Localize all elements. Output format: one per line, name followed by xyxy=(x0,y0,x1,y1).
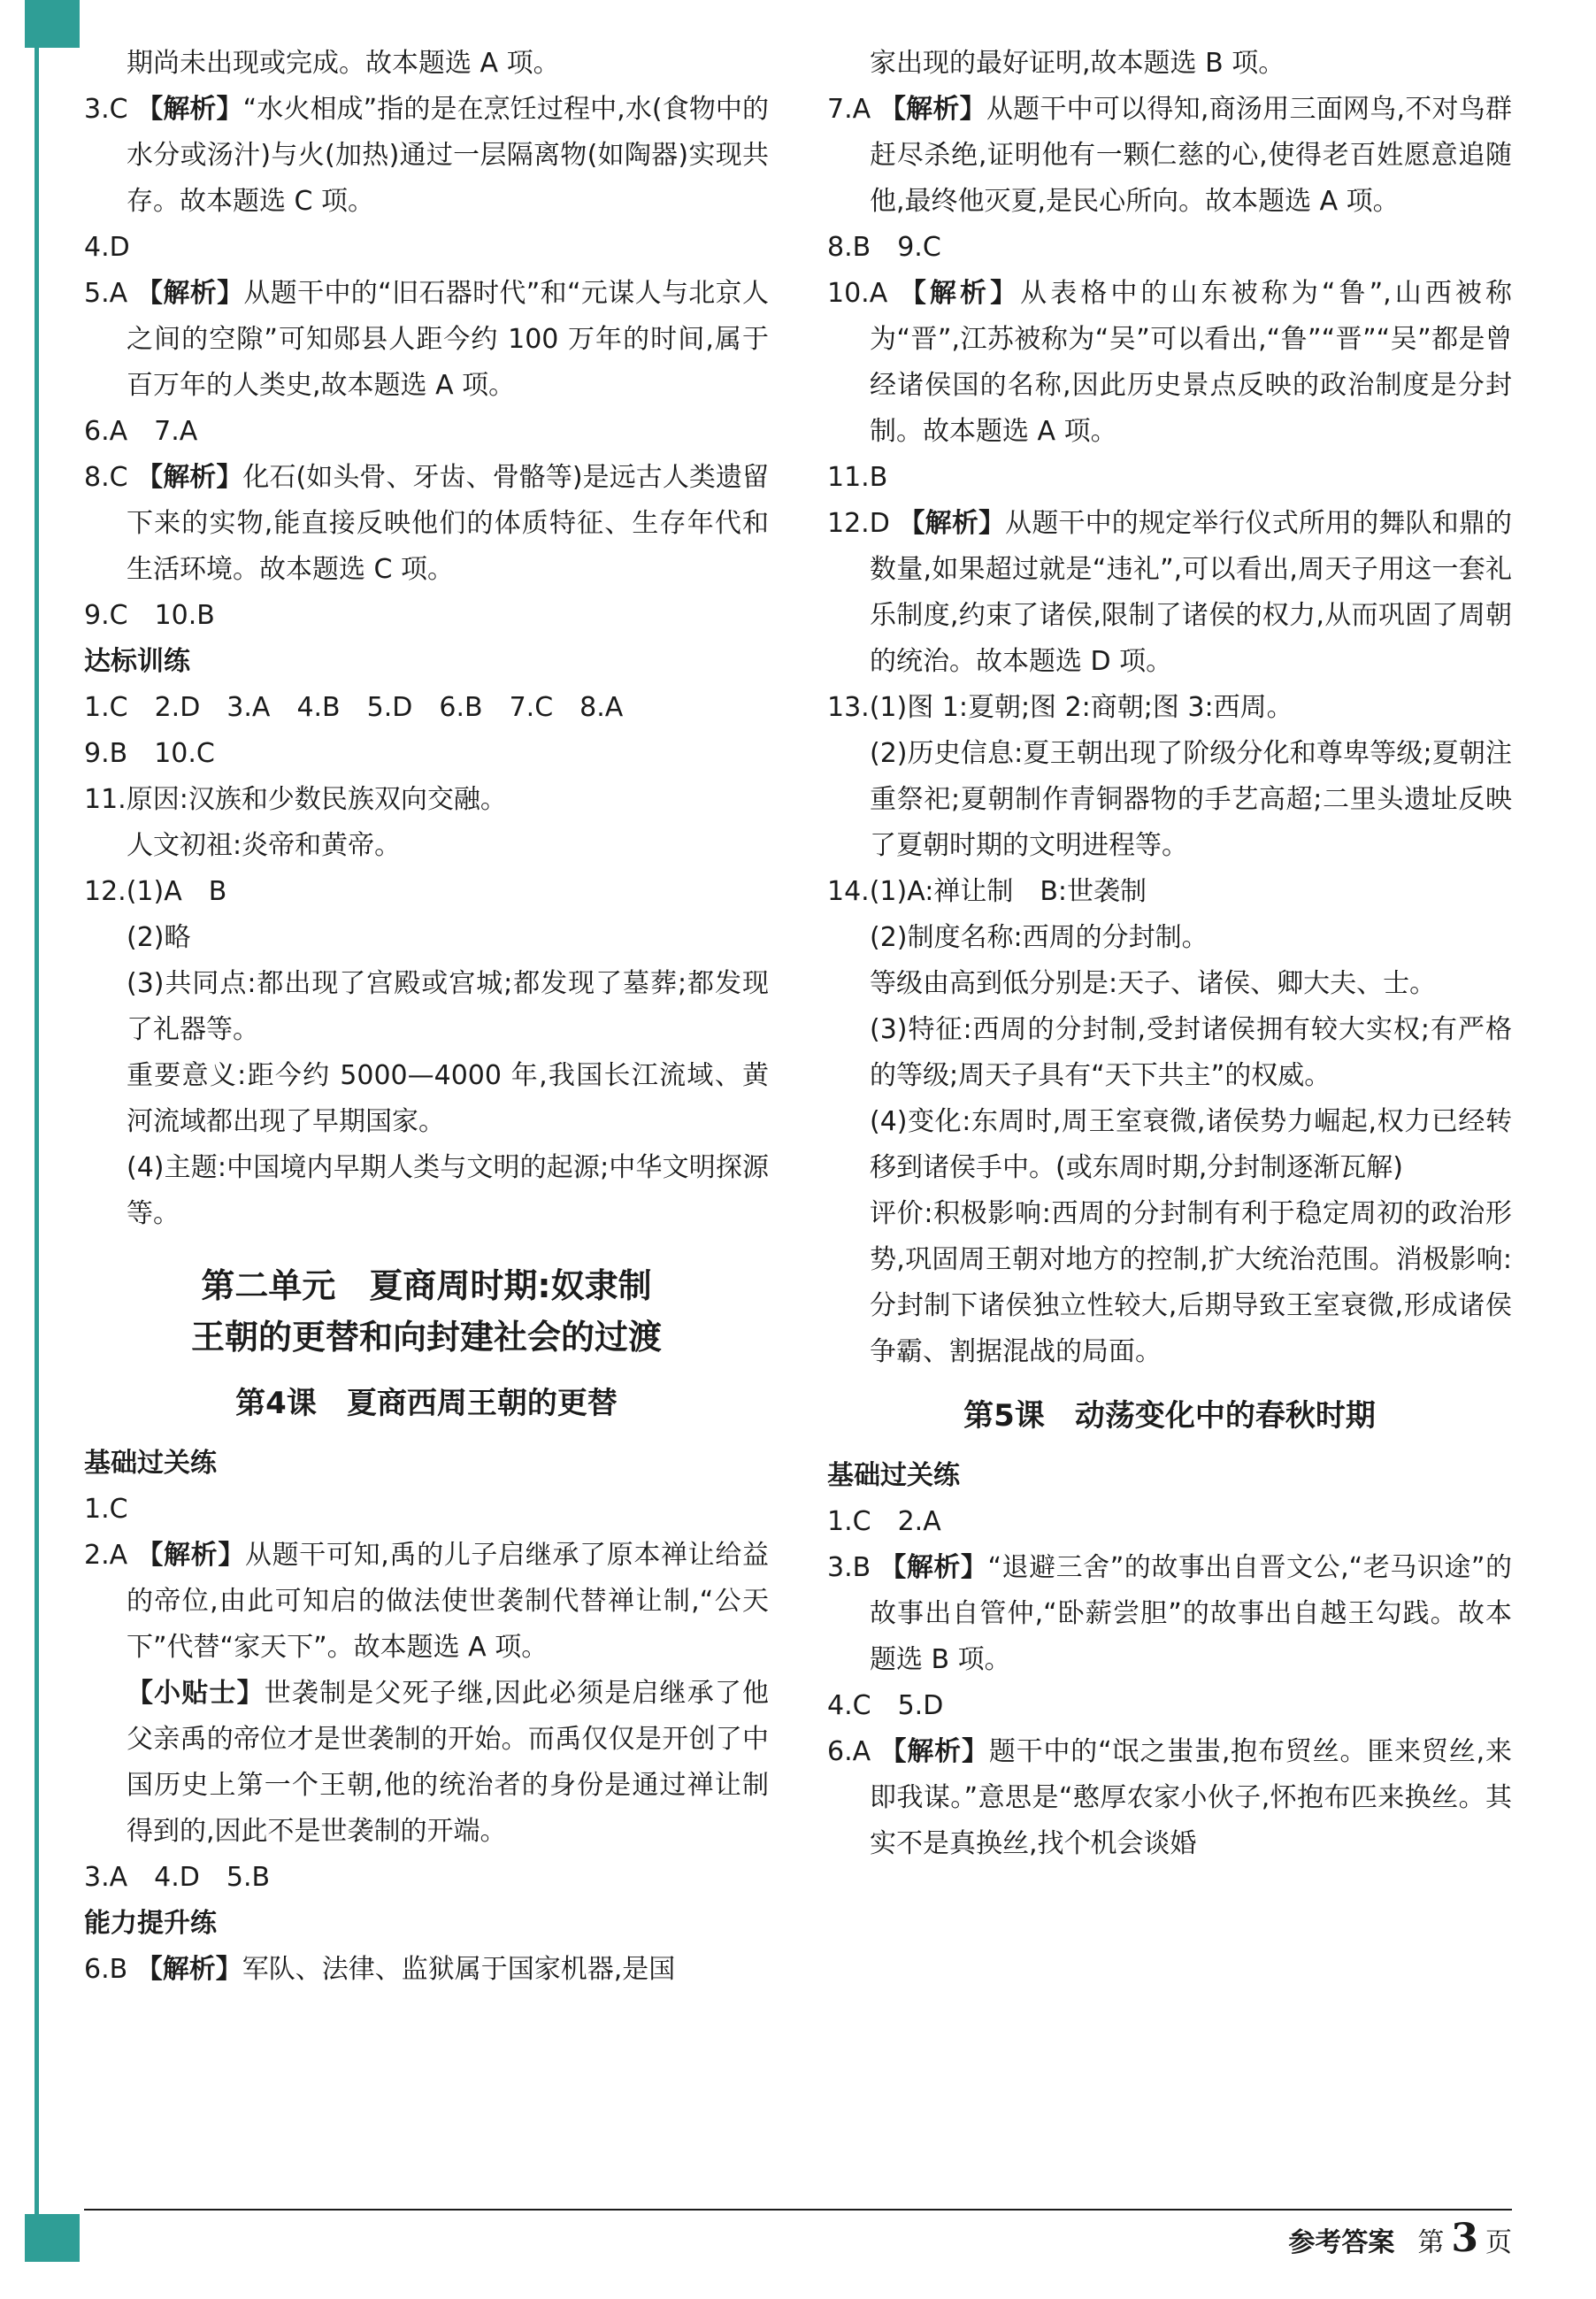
answer-text: (1)A B xyxy=(126,876,227,907)
answer-item xyxy=(84,87,769,225)
answer-text: “退避三舍”的故事出自晋文公,“老马识途”的故事出自管仲,“卧薪尝胆”的故事出自越王勾践。故本题选 B 项。 xyxy=(870,1552,1512,1675)
answer-text: 人文初祖:炎帝和黄帝。 xyxy=(127,830,402,861)
answer-text: “水火相成”指的是在烹饪过程中,水(食物中的水分或汤汁)与火(加热)通过一层隔离物(如陶器)实现共存。故本题选 C 项。 xyxy=(127,94,770,217)
answer-text: 9.B 10.C xyxy=(84,738,215,769)
answer-item xyxy=(84,225,769,271)
analysis-tag: 【解析】 xyxy=(136,462,243,493)
unit-heading-line1: 第二单元 夏商周时期:奴隶制 xyxy=(201,1266,652,1305)
sub-answer xyxy=(827,1191,1512,1375)
answer-text: (4)变化:东周时,周王室衰微,诸侯势力崛起,权力已经转移到诸侯手中。(或东周时期,分封制逐渐瓦解) xyxy=(870,1106,1512,1183)
answer-label: 10.A xyxy=(827,278,900,309)
footer-title: 参考答案 xyxy=(1288,2227,1395,2258)
answer-text: 期尚未出现或完成。故本题选 A 项。 xyxy=(127,48,560,79)
answer-text: (3)共同点:都出现了宫殿或宫城;都发现了墓葬;都发现了礼器等。 xyxy=(127,968,769,1045)
answer-item xyxy=(84,455,769,593)
sub-answer xyxy=(827,961,1512,1007)
footer-divider xyxy=(84,2209,1512,2211)
answer-item xyxy=(827,869,1512,915)
answer-label: 11.B xyxy=(827,462,888,493)
answer-item xyxy=(827,685,1512,731)
answer-item xyxy=(84,869,769,915)
answer-item xyxy=(827,455,1512,501)
analysis-tag: 【解析】 xyxy=(899,278,1021,309)
answer-label: 13. xyxy=(827,692,870,723)
page-footer xyxy=(84,2216,1512,2261)
continued-answer-text xyxy=(827,41,1512,87)
sub-answer xyxy=(827,731,1512,869)
answer-text: 1.C 2.A xyxy=(827,1506,941,1537)
lesson-heading-lesson5: 第5课 动荡变化中的春秋时期 xyxy=(963,1398,1376,1434)
answer-label: 4.D xyxy=(84,232,130,263)
sub-answer xyxy=(827,915,1512,961)
page-number: 3 xyxy=(1451,2216,1478,2261)
answer-text: (2)历史信息:夏王朝出现了阶级分化和尊卑等级;夏朝注重祭祀;夏朝制作青铜器物的手艺高超;二里头遗址反映了夏朝时期的文明进程等。 xyxy=(870,738,1512,861)
answer-row xyxy=(827,1499,1512,1545)
answer-label: 1.C xyxy=(84,1494,128,1525)
answer-text: 9.C 10.B xyxy=(84,600,215,631)
answer-label: 12. xyxy=(84,876,127,907)
answer-text: (2)略 xyxy=(127,922,191,953)
answer-label: 6.B xyxy=(84,1954,136,1985)
unit-heading-line2: 王朝的更替和向封建社会的过渡 xyxy=(190,1318,662,1357)
analysis-tag: 【解析】 xyxy=(898,508,1006,539)
answer-text: 家出现的最好证明,故本题选 B 项。 xyxy=(870,48,1285,79)
answer-row xyxy=(827,225,1512,271)
answer-text: 从题干中的规定举行仪式所用的舞队和鼎的数量,如果超过就是“违礼”,可以看出,周天子用这一套礼乐制度,约束了诸侯,限制了诸侯的权力,从而巩固了周朝的统治。故本题选 D 项。 xyxy=(870,508,1513,677)
answer-label: 14. xyxy=(827,876,870,907)
answer-item xyxy=(84,271,769,409)
answer-text: 原因:汉族和少数民族双向交融。 xyxy=(126,784,507,815)
answer-label: 3.B xyxy=(827,1552,880,1583)
section-heading-nengli: 能力提升练 xyxy=(84,1908,217,1939)
analysis-tag: 【解析】 xyxy=(136,94,243,125)
answer-row xyxy=(827,1683,1512,1729)
answer-item xyxy=(84,1533,769,1671)
answer-row xyxy=(84,593,769,639)
answer-text: 8.B 9.C xyxy=(827,232,941,263)
sub-answer xyxy=(827,1007,1512,1099)
tip-block xyxy=(84,1671,769,1855)
answer-text: 题干中的“氓之蚩蚩,抱布贸丝。匪来贸丝,来即我谋。”意思是“憨厚农家小伙子,怀抱布匹来换丝。其实不是真换丝,找个机会谈婚 xyxy=(870,1736,1512,1859)
answer-columns xyxy=(84,41,1512,1993)
answer-text: (2)制度名称:西周的分封制。 xyxy=(870,922,1209,953)
answer-text: 4.C 5.D xyxy=(827,1690,944,1721)
analysis-tag: 【解析】 xyxy=(135,1954,242,1985)
answer-item xyxy=(84,777,769,823)
answer-text: 6.A 7.A xyxy=(84,416,198,447)
answer-row xyxy=(84,731,769,777)
answer-text: 重要意义:距今约 5000—4000 年,我国长江流域、黄河流域都出现了早期国家。 xyxy=(127,1060,769,1137)
page-word-after: 页 xyxy=(1485,2227,1512,2258)
section-heading-jichu-2: 基础过关练 xyxy=(827,1460,960,1491)
continued-answer-text xyxy=(84,41,769,87)
answer-label: 5.A xyxy=(84,278,137,309)
answer-label: 7.A xyxy=(827,94,879,125)
corner-accent-bottom-icon xyxy=(25,2214,80,2262)
answer-label: 8.C xyxy=(84,462,137,493)
left-border-accent xyxy=(35,0,39,2262)
lesson-heading-lesson4: 第4课 夏商西周王朝的更替 xyxy=(235,1386,618,1421)
answer-row xyxy=(84,685,769,731)
analysis-tag: 【解析】 xyxy=(879,1736,989,1767)
answer-text: 1.C 2.D 3.A 4.B 5.D 6.B 7.C 8.A xyxy=(84,692,624,723)
answer-text: 评价:积极影响:西周的分封制有利于稳定周初的政治形势,巩固周王朝对地方的控制,扩大统治范围。消极影响:分封制下诸侯独立性较大,后期导致王室衰微,形成诸侯争霸、割据混战的局面。 xyxy=(870,1198,1512,1367)
analysis-tag: 【解析】 xyxy=(879,94,986,125)
answer-text: (4)主题:中国境内早期人类与文明的起源;中华文明探源等。 xyxy=(127,1152,769,1229)
section-heading-jichu: 基础过关练 xyxy=(84,1448,217,1479)
answer-row xyxy=(84,409,769,455)
sub-answer xyxy=(84,961,769,1053)
sub-answer xyxy=(84,1053,769,1145)
left-column xyxy=(84,41,769,1993)
answer-item xyxy=(827,87,1512,225)
sub-answer xyxy=(84,823,769,869)
answer-text: 从题干可知,禹的儿子启继承了原本禅让给益的帝位,由此可知启的做法使世袭制代替禅让制,“公天下”代替“家天下”。故本题选 A 项。 xyxy=(127,1540,770,1663)
answer-item xyxy=(827,501,1512,685)
corner-accent-top-icon xyxy=(25,0,80,48)
answer-text: 化石(如头骨、牙齿、骨骼等)是远古人类遗留下来的实物,能直接反映他们的体质特征、生存年代和生活环境。故本题选 C 项。 xyxy=(127,462,770,585)
answer-text: 等级由高到低分别是:天子、诸侯、卿大夫、士。 xyxy=(870,968,1437,999)
answer-text: 3.A 4.D 5.B xyxy=(84,1862,271,1893)
analysis-tag: 【解析】 xyxy=(879,1552,988,1583)
right-column xyxy=(827,41,1512,1993)
answer-text: 从表格中的山东被称为“鲁”,山西被称为“晋”,江苏被称为“吴”可以看出,“鲁”“晋”“吴”都是曾经诸侯国的名称,因此历史景点反映的政治制度是分封制。故本题选 A 项。 xyxy=(870,278,1513,447)
sub-answer xyxy=(84,915,769,961)
answer-label: 2.A xyxy=(84,1540,137,1571)
section-heading-dabiao: 达标训练 xyxy=(84,646,190,677)
answer-item xyxy=(827,271,1512,455)
page-indicator xyxy=(1417,2216,1512,2261)
answer-row xyxy=(84,1855,769,1901)
answer-text: 军队、法律、监狱属于国家机器,是国 xyxy=(242,1954,676,1985)
answer-label: 6.A xyxy=(827,1736,880,1767)
analysis-tag: 【解析】 xyxy=(136,278,244,309)
tip-text: 世袭制是父死子继,因此必须是启继承了他父亲禹的帝位才是世袭制的开始。而禹仅仅是开创了中国历史上第一个王朝,他的统治者的身份是通过禅让制得到的,因此不是世袭制的开端。 xyxy=(127,1678,770,1847)
answer-text: (1)A:禅让制 B:世袭制 xyxy=(869,876,1147,907)
answer-label: 3.C xyxy=(84,94,137,125)
page-word-before: 第 xyxy=(1417,2227,1445,2258)
sub-answer xyxy=(84,1145,769,1237)
answer-label: 12.D xyxy=(827,508,899,539)
sub-answer xyxy=(827,1099,1512,1191)
answer-text: 从题干中可以得知,商汤用三面网鸟,不对鸟群赶尽杀绝,证明他有一颗仁慈的心,使得老百姓愿意追随他,最终他灭夏,是民心所向。故本题选 A 项。 xyxy=(870,94,1512,217)
tip-tag: 【小贴士】 xyxy=(127,1678,265,1709)
answer-label: 11. xyxy=(84,784,127,815)
answer-item xyxy=(827,1545,1512,1683)
answer-item xyxy=(84,1947,769,1993)
answer-text: (3)特征:西周的分封制,受封诸侯拥有较大实权;有严格的等级;周天子具有“天下共主”的权威。 xyxy=(870,1014,1512,1091)
analysis-tag: 【解析】 xyxy=(136,1540,245,1571)
answer-item xyxy=(84,1487,769,1533)
unit-heading xyxy=(84,1260,769,1363)
answer-text: 从题干中的“旧石器时代”和“元谋人与北京人之间的空隙”可知郧县人距今约 100 万年的时间,属于百万年的人类史,故本题选 A 项。 xyxy=(127,278,769,401)
answer-item xyxy=(827,1729,1512,1867)
answer-text: (1)图 1:夏朝;图 2:商朝;图 3:西周。 xyxy=(869,692,1293,723)
